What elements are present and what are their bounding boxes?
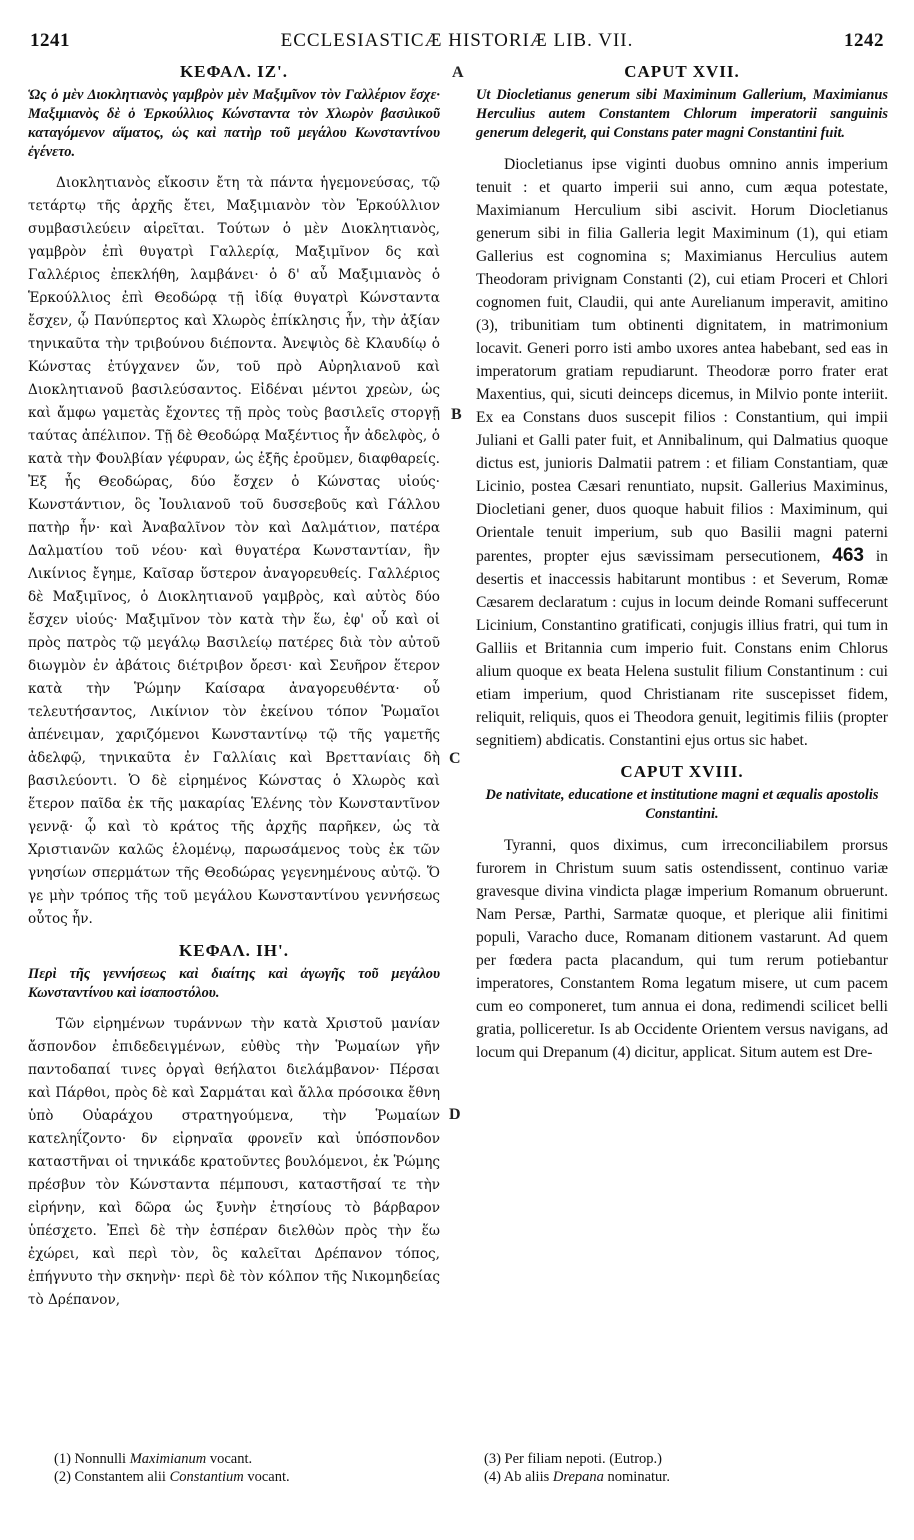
greek-column — [28, 60, 440, 1312]
latin-chapter-17-text-part-1: Diocletianus ipse viginti duobus omnino annis imperium tenuit : et quarto imperii sui anno, cum æqua potestate, Maximianum Herculium sibi ascivit. Horum Diocletianus generum sibi in filia Galleria legit Maximinum (1), qui etiam Gallerius est cognomina s; Maximianus Herculius autem Theodoram privignam Constanti (2), cui etiam Proceri et Chlori cognomen fuit, Claudii, qui ante Aurelianum imperavit, amitino (3), tribunitiam tum obtinenti dignitatem, in matrimonium locavit. Generi porro isti ambo uxores antea habebant, sed eas in imperatorum gratiam repudiarunt. Theodoræ porro frater erat Maxentius, qui, sicuti deinceps dicemus, in Milvio ponte interiit. Ex ea Constans duos suscepit filios : Constantium, qui impii Juliani et Galli pater fuit, et Annibalinum, qui Dalmatius quoque dictus est, junioris Dalmatii patrem : et filiam Constantiam, quæ Licinio, postea Cæsari renuntiato, nupsit. Gallerius Maximinus, Diocletiani gener, duos quoque habuit filios : Maximinum, qui Orientale tenuit imperium, sub quo Basilii magni paterni parentes, propter ejus sævissimam persecutionem, — [476, 156, 888, 565]
latin-chapter-17-heading: CAPUT XVII. — [624, 62, 740, 81]
footnote-4 — [484, 1468, 670, 1486]
footnote-2-text: (2) Constantem alii — [54, 1469, 170, 1485]
greek-chapter-18-summary: Περὶ τῆς γεννήσεως καὶ διαίτης καὶ ἀγωγῆς τοῦ μεγάλου Κωνσταντίνου καὶ ἰσαποστόλου. — [28, 966, 440, 1001]
footnotes-right — [484, 1450, 670, 1486]
footnote-4-text: (4) Ab aliis — [484, 1469, 553, 1485]
page-number-left: 1241 — [30, 30, 70, 51]
footnote-1-text: (1) Nonnulli — [54, 1451, 130, 1467]
footnote-4-italic: Drepana — [552, 1469, 604, 1485]
footnote-3 — [484, 1450, 670, 1468]
margin-letter-b: B — [451, 406, 462, 423]
footnote-4-end: nominatur. — [603, 1469, 670, 1485]
running-title: ECCLESIASTICÆ HISTORIÆ LIB. VII. — [280, 30, 634, 51]
latin-chapter-17-summary: Ut Diocletianus generum sibi Maximinum Gallerium, Maximianus Herculius autem Constantem Chlorum imperatorii sanguinis generum delegerit, qui Constans pater magni Constantini fuit. — [476, 87, 888, 141]
margin-letter-d: D — [449, 1106, 461, 1123]
greek-chapter-17-heading: ΚΕΦΑΛ. ΙΖ'. — [179, 62, 289, 81]
greek-chapter-18-heading: ΚΕΦΑΛ. ΙΗ'. — [179, 941, 289, 960]
footnote-3-text: (3) Per filiam nepoti. (Eutrop.) — [484, 1451, 662, 1467]
footnote-2 — [54, 1468, 290, 1486]
latin-chapter-17-text-part-2: in desertis et inaccessis habitarunt montibus : et Severum, Romæ Cæsarem declaratum : cujus in locum deinde Romani suffecerunt Licinium, Constantino gratificati, conjugis illius fratri, qui tum in Galliis et Britannia cum imperio fuit. Constans enim Chlorus alium quoque ex beata Helena sustulit filium Constantinum : cui etiam imperium, quod Christianam rite suscepisset fidem, reliquit, reliquis, quos ei Theodora genuit, legitimis filiis (propter segnitiem) abdicatis. Constantini ejus ortus sic habet. — [476, 548, 888, 749]
latin-chapter-18-text: Tyranni, quos diximus, cum irreconciliabilem prorsus furorem in Christum suum satis ostendissent, continuo variæ gravesque divina vindicta plagæ imperium Romanum obruerunt. Nam Persæ, Parthi, Sarmatæ quoque, et plerique alii finitimi populi, Varacho duce, Romanam ditionem vastarunt. Ad quem per fœdera pacta placandum, qui tum rerum potiebantur imperatores, Constantem Roma legatum misere, ut cum pacem cum eo componeret, tum annua ei dona, redimendi scilicet belli gratia, polliceretur. Is ab Occidente Orientem versus navigans, ad locum qui Drepanum (4) dicitur, applicat. Situm autem est Dre- — [476, 837, 888, 1061]
greek-chapter-17-summary: Ὡς ὁ μὲν Διοκλητιανὸς γαμβρὸν μὲν Μαξιμῖνον τὸν Γαλλέριον ἔσχε· Μαξιμιανὸς δὲ ὁ Ἑρκούλλιος Κώνσταντα τὸν Χλωρὸν βασιλικοῦ καταγόμενον αἵματος, ὡς καὶ πατὴρ τοῦ μεγάλου Κωνσταντίνου ἐγένετο. — [28, 87, 440, 160]
latin-chapter-18-summary: De nativitate, educatione et institutione magni et æqualis apostolis Constantini. — [485, 787, 879, 822]
latin-chapter-17-text — [476, 153, 888, 752]
footnote-2-italic: Constantium — [169, 1469, 244, 1485]
margin-letter-a: A — [452, 64, 464, 81]
footnote-2-end: vocant. — [243, 1469, 290, 1485]
latin-column — [476, 60, 888, 1064]
page-number-right: 1242 — [844, 30, 884, 51]
greek-chapter-17-text: Διοκλητιανὸς εἴκοσιν ἔτη τὰ πάντα ἡγεμονεύσας, τῷ τετάρτῳ τῆς ἀρχῆς ἔτει, Μαξιμιανὸν τὸν Ἑρκούλλιον συμβασιλεύειν αἱρεῖται. Τούτων ὁ μὲν Διοκλητιανὸς, γαμβρὸν ἐπὶ θυγατρὶ Γαλλερίᾳ, Μαξιμῖνον δς καὶ Γαλλέριος ἐπεκλήθη, λαμβάνει· ὁ δ' αὖ Μαξιμιανὸς ὁ Ἑρκούλλιος ἐπὶ Θεοδώρᾳ τῇ ἰδίᾳ θυγατρὶ Κώνσταντα ἔσχεν, ᾧ Πανύπερτος καὶ Χλωρὸς ἐπίκλησις ἦν, τὴν ἀξίαν τηνικαῦτα τὴν τριβούνου διέποντα. Ἀνεψιὸς δὲ Κλαυδίῳ ὁ Κώνστας ἐτύγχανεν ὤν, τοῦ πρὸ Αὐρηλιανοῦ καὶ Διοκλητιανοῦ βασιλεύσαντος. Εἰδέναι μέντοι χρεὼν, ὡς καὶ ἄμφω γαμετὰς ἔχοντες τῇ πρὸς τοὺς βασιλεῖς στοργῇ ταύτας ἀπέλιπον. Τῇ δὲ Θεοδώρᾳ Μαξέντιος ἦν ἀδελφὸς, ὁ κατὰ τὴν Φουλβίαν γέφυραν, ὡς ἑξῆς ἐροῦμεν, διαφθαρείς. Ἐξ ἧς Θεοδώρας, δύο ἔσχεν ὁ Κώνστας υἱούς· Κωνστάντιον, ὃς Ἰουλιανοῦ τοῦ δυσσεβοῦς καὶ Γάλλου πατὴρ ἦν· καὶ Ἀναβαλῖνον τὸν καὶ Δαλμάτιον, πατέρα Δαλματίου τοῦ νέου· καὶ θυγατέρα Κωνσταντίαν, ἣν Λικίνιος ἔγημε, Καῖσαρ ὕστερον ἀναγορευθείς. Γαλλέριος δὲ Μαξιμῖνος, ὁ Διοκλητιανοῦ γαμβρὸς, καὶ αὐτὸς δύο ἔσχεν υἱούς· Μαξιμῖνον τὸν κατὰ τὴν ἕω, ἐφ' οὗ καὶ οἱ πρὸς πατρὸς τῷ μεγάλῳ Βασιλείῳ πατέρες διὰ τὸν αὐτοῦ διωγμὸν ἐν ἀβάτοις διέτριβον ὄρεσι· καὶ Σευῆρον ἕτερον κατὰ τὴν Ῥώμην Καίσαρα ἀναγορευθέντα· οὗ τελευτήσαντος, Λικίνιον τὸν ἐκείνου τόπον Ῥωμαῖοι ἀπένειμαν, χαριζόμενοι Κωνσταντίνῳ τῷ τῆς γαμετῆς ἀδελφῷ, τηνικαῦτα ἐν Γαλλίαις καὶ Βρεττανίαις δὴ βασιλεύοντι. Ὁ δὲ εἰρημένος Κώνστας ὁ Χλωρὸς καὶ ἕτερον παῖδα ἐκ τῆς μακαρίας Ἑλένης τὸν Κωνσταντῖνον γεννᾷ· ᾧ καὶ τὸ κράτος τῆς ἀρχῆς παρῆκεν, ὡς τὰ Χριστιανῶν καλῶς ἑλομένῳ, παρωσάμενος τοὺς ἐκ τῶν γνησίων σπερμάτων τῆς Θεοδώρας γεγενημένους αὐτῷ. Ὅ γε μὴν τρόπος τῆς τοῦ μεγάλου Κωνσταντίνου γεννήσεως οὗτος ἦν. — [28, 175, 440, 927]
footnotes-left — [54, 1450, 290, 1486]
column-number: 463 — [832, 545, 864, 566]
margin-letter-c: C — [449, 750, 461, 767]
footnote-1-end: vocant. — [206, 1451, 253, 1467]
greek-chapter-18-text: Τῶν εἰρημένων τυράννων τὴν κατὰ Χριστοῦ μανίαν ἄσπονδον ἐπιδεδειγμένων, εὐθὺς τὴν Ῥωμαίων γῆν παντοδαπαί τινες ὀργαὶ θεήλατοι διελάμβανον· Πέρσαι καὶ Πάρθοι, πρὸς δὲ καὶ Σαρμάται καὶ ἄλλα πρόσοικα ἔθνη ὑπὸ Οὐαράχου στρατηγούμενα, τὴν Ῥωμαίων κατεληΐζοντο· δν εἰρηναῖα φρονεῖν καὶ ὑπόσπονδον καταστῆναι οἱ τηνικάδε κρατοῦντες βουλόμενοι, ἐκ Ῥώμης πρέσβυν τὸν Κώνσταντα πέμπουσι, καταστῆσαί τε τὴν εἰρήνην, καὶ δῶρα ὡς ξυνὴν ἐτησίους τὸ βάρβαρον ὑπέσχετο. Ἐπεὶ δὲ τὴν ἑσπέραν διελθὼν πρὸς τὴν ἕω ἐχώρει, καὶ περὶ τὸν, ὃς καλεῖται Δρέπανον τόπος, ἐπήγνυτο τὴν σκηνὴν· περὶ δὲ τὸν κόλπον τῆς Νικομηδείας τὸ Δρέπανον, — [28, 1016, 440, 1308]
latin-chapter-18-heading: CAPUT XVIII. — [620, 762, 744, 781]
footnote-1-italic: Maximianum — [129, 1451, 207, 1467]
footnote-1 — [54, 1450, 290, 1468]
